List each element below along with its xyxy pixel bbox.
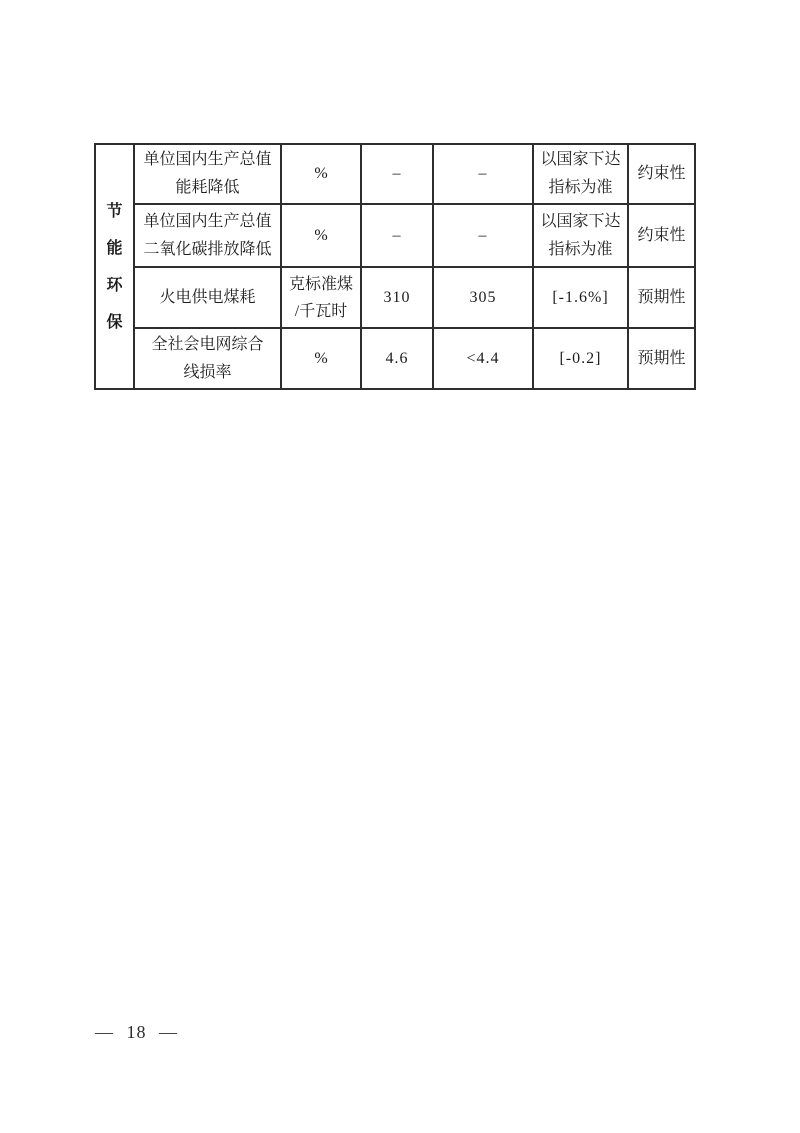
cell-value-2020 — [361, 328, 433, 389]
table-row — [95, 328, 695, 389]
value-text: <4.4 — [466, 349, 500, 367]
value-text: 4.6 — [385, 349, 409, 367]
unit-line: % — [314, 165, 328, 182]
attribute-text: 预期性 — [637, 349, 686, 367]
cell-change — [533, 267, 628, 328]
unit-line: 克标准煤 — [288, 275, 353, 293]
change-line: 指标为准 — [548, 179, 613, 196]
value-text: 305 — [469, 288, 497, 306]
cell-indicator — [134, 204, 281, 267]
value-text: – — [392, 226, 402, 244]
change-line: [-1.6%] — [552, 288, 609, 306]
group-header-char: 节 — [106, 202, 123, 220]
cell-value-2020 — [361, 204, 433, 267]
cell-value-2025 — [433, 328, 533, 389]
indicator-line: 全社会电网综合 — [151, 335, 264, 353]
cell-unit — [281, 328, 361, 389]
change-line: 指标为准 — [548, 240, 613, 258]
cell-change — [533, 328, 628, 389]
indicator-line: 单位国内生产总值 — [143, 151, 272, 168]
table-row — [95, 144, 695, 204]
indicator-table — [94, 143, 696, 390]
indicator-line: 单位国内生产总值 — [143, 212, 272, 230]
group-header-char: 保 — [106, 313, 123, 331]
cell-value-2020 — [361, 267, 433, 328]
cell-change — [533, 144, 628, 204]
cell-indicator — [134, 267, 281, 328]
unit-line: /千瓦时 — [294, 302, 348, 320]
value-text: – — [392, 165, 402, 182]
cell-value-2025 — [433, 204, 533, 267]
group-header-char: 环 — [106, 276, 123, 294]
cell-unit — [281, 144, 361, 204]
indicator-line: 能耗降低 — [175, 179, 240, 196]
unit-line: % — [314, 226, 328, 244]
cell-indicator — [134, 328, 281, 389]
cell-value-2025 — [433, 267, 533, 328]
attribute-text: 预期性 — [637, 288, 686, 306]
cell-unit — [281, 267, 361, 328]
change-line: 以国家下达 — [540, 151, 621, 168]
cell-attribute — [628, 267, 695, 328]
cell-indicator — [134, 144, 281, 204]
group-header-char: 能 — [106, 239, 123, 257]
value-text: – — [478, 226, 488, 244]
attribute-text: 约束性 — [637, 226, 686, 244]
indicator-line: 线损率 — [183, 363, 232, 381]
attribute-text: 约束性 — [637, 165, 686, 182]
cell-value-2020 — [361, 144, 433, 204]
change-line: [-0.2] — [559, 349, 602, 367]
cell-attribute — [628, 328, 695, 389]
unit-line: % — [314, 349, 328, 367]
table-row — [95, 267, 695, 328]
indicator-line: 火电供电煤耗 — [159, 288, 256, 306]
cell-attribute — [628, 204, 695, 267]
cell-value-2025 — [433, 144, 533, 204]
indicator-line: 二氧化碳排放降低 — [143, 240, 272, 258]
page-number: — 18 — — [95, 1022, 178, 1042]
change-line: 以国家下达 — [540, 212, 621, 230]
value-text: 310 — [383, 288, 411, 306]
group-header-energy-env — [95, 144, 134, 389]
value-text: – — [478, 165, 488, 182]
cell-attribute — [628, 144, 695, 204]
table-row — [95, 204, 695, 267]
cell-unit — [281, 204, 361, 267]
cell-change — [533, 204, 628, 267]
